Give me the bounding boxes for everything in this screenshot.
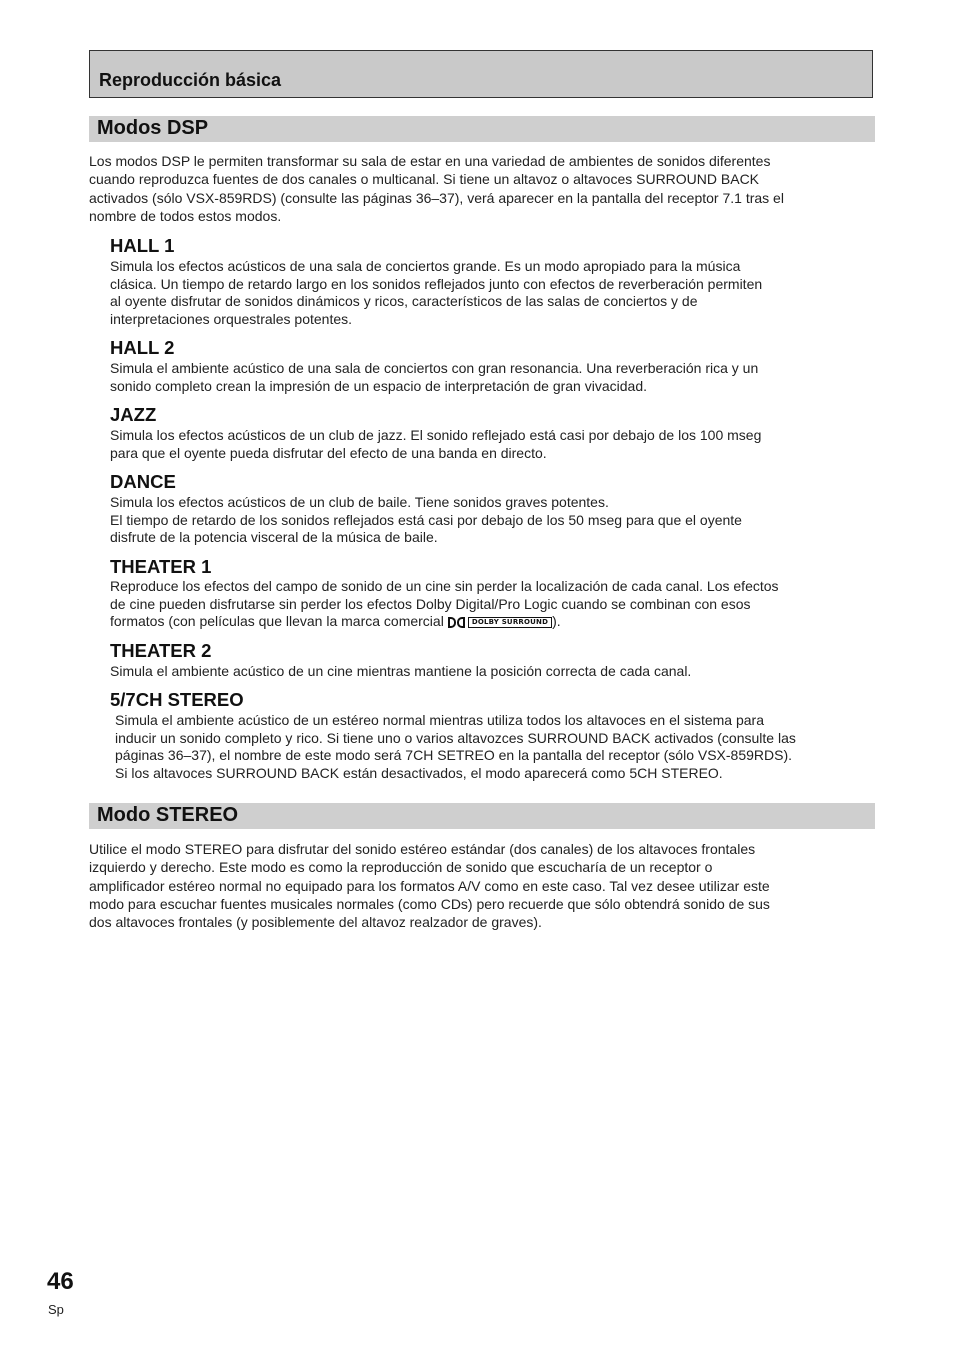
mode-desc-line: disfrute de la potencia visceral de la música de baile. [110, 529, 438, 546]
stereo-line: modo para escuchar fuentes musicales normales (como CDs) pero recuerde que sólo obtendrá sonido de sus [89, 895, 770, 912]
mode-desc-line: Si los altavoces SURROUND BACK están desactivados, el modo aparecerá como 5CH STEREO. [115, 765, 723, 782]
stereo-body [89, 840, 875, 931]
mode-desc-line: al oyente disfrutar de sonidos dinámicos y ricos, característicos de las salas de conciertos y de [110, 293, 698, 310]
mode-desc-theater2 [110, 663, 880, 681]
mode-desc-line: páginas 36–37), el nombre de este modo será 7CH SETREO en la pantalla del receptor (sólo VSX-859RDS). [115, 747, 793, 764]
mode-desc-line: inducir un sonido completo y rico. Si tiene uno o varios altavozces SURROUND BACK activados (consulte las [115, 729, 796, 746]
chapter-title: Reproducción básica [99, 70, 282, 90]
page-language: Sp [48, 1302, 64, 1317]
dsp-intro-line: cuando reproduzca fuentes de dos canales o multicanal. Si tiene un altavoz o altavoces SURROUND BACK [89, 171, 760, 188]
mode-desc-line: de cine pueden disfrutarse sin perder los efectos Dolby Digital/Pro Logic cuando se combinan con esos [110, 595, 751, 612]
mode-desc-line: Simula los efectos acústicos de un club de baile. Tiene sonidos graves potentes. [110, 494, 609, 510]
mode-desc-line: Simula los efectos acústicos de una sala de conciertos grande. Es un modo apropiado para la música [110, 258, 741, 274]
mode-desc-line-trademark [110, 613, 880, 631]
stereo-line: dos altavoces frontales (y posiblemente del altavoz realzador de graves). [89, 914, 542, 931]
line-end-punctuation: ). [552, 613, 561, 630]
mode-desc-line: Simula el ambiente acústico de un estéreo normal mientras utiliza todos los altavoces en el sistema para [115, 712, 764, 728]
mode-desc-57ch-stereo [115, 712, 880, 783]
double-d-icon [448, 617, 466, 628]
mode-title-dance: DANCE [110, 471, 176, 492]
mode-desc-line: Reproduce los efectos del campo de sonido de un cine sin perder la localización de cada canal. Los efectos [110, 578, 779, 594]
mode-title-hall1: HALL 1 [110, 235, 175, 256]
stereo-line: izquierdo y derecho. Este modo es como la reproducción de sonido que escucharía de un receptor o [89, 859, 713, 876]
mode-title-57ch-stereo: 5/7CH STEREO [110, 689, 244, 710]
dolby-surround-logo [448, 617, 552, 628]
mode-desc-hall2 [110, 360, 880, 395]
mode-desc-line: El tiempo de retardo de los sonidos reflejados está casi por debajo de los 50 mseg para que el oyente [110, 511, 742, 528]
mode-desc-hall1 [110, 258, 880, 329]
dolby-surround-label: DOLBY SURROUND [468, 617, 552, 628]
mode-desc-line: clásica. Un tiempo de retardo largo en los sonidos reflejados junto con efectos de reverberación permiten [110, 275, 763, 292]
section-bar-dsp [89, 116, 875, 142]
mode-desc-line: Simula el ambiente acústico de una sala de conciertos con gran resonancia. Una reverberación rica y un [110, 360, 759, 376]
stereo-line: Utilice el modo STEREO para disfrutar del sonido estéreo estándar (dos canales) de los altavoces frontales [89, 841, 756, 857]
mode-title-theater2: THEATER 2 [110, 640, 212, 661]
mode-desc-line: Simula el ambiente acústico de un cine mientras mantiene la posición correcta de cada canal. [110, 663, 692, 679]
mode-title-jazz: JAZZ [110, 404, 157, 425]
mode-desc-line: interpretaciones orquestrales potentes. [110, 311, 353, 328]
dsp-intro-line: Los modos DSP le permiten transformar su sala de estar en una variedad de ambientes de sonidos diferentes [89, 153, 771, 169]
mode-title-theater1: THEATER 1 [110, 556, 212, 577]
mode-desc-line: para que el oyente pueda disfrutar del efecto de una banda en directo. [110, 444, 547, 461]
mode-desc-jazz [110, 427, 880, 462]
mode-desc-line: sonido completo crean la impresión de un espacio de interpretación de gran vivacidad. [110, 377, 647, 394]
dsp-intro-line: activados (sólo VSX-859RDS) (consulte las páginas 36–37), verá aparecer en la pantalla del receptor 7.1 tras el [89, 189, 784, 206]
page-number: 46 [47, 1268, 74, 1295]
mode-desc-theater1 [110, 578, 880, 631]
section-title-stereo: Modo STEREO [97, 804, 239, 826]
mode-title-hall2: HALL 2 [110, 337, 175, 358]
chapter-header [89, 50, 873, 98]
section-bar-stereo [89, 803, 875, 829]
stereo-line: amplificador estéreo normal no equipado para los formatos A/V como en este caso. Tal vez desee utilizar este [89, 877, 770, 894]
mode-desc-dance [110, 494, 880, 547]
mode-desc-line: formatos (con películas que llevan la marca comercial [110, 613, 444, 630]
dsp-intro-line: nombre de todos estos modos. [89, 207, 282, 224]
dsp-intro [89, 152, 875, 225]
section-title-dsp: Modos DSP [97, 117, 209, 139]
mode-desc-line: Simula los efectos acústicos de un club de jazz. El sonido reflejado está casi por debajo de los 100 mseg [110, 427, 762, 443]
